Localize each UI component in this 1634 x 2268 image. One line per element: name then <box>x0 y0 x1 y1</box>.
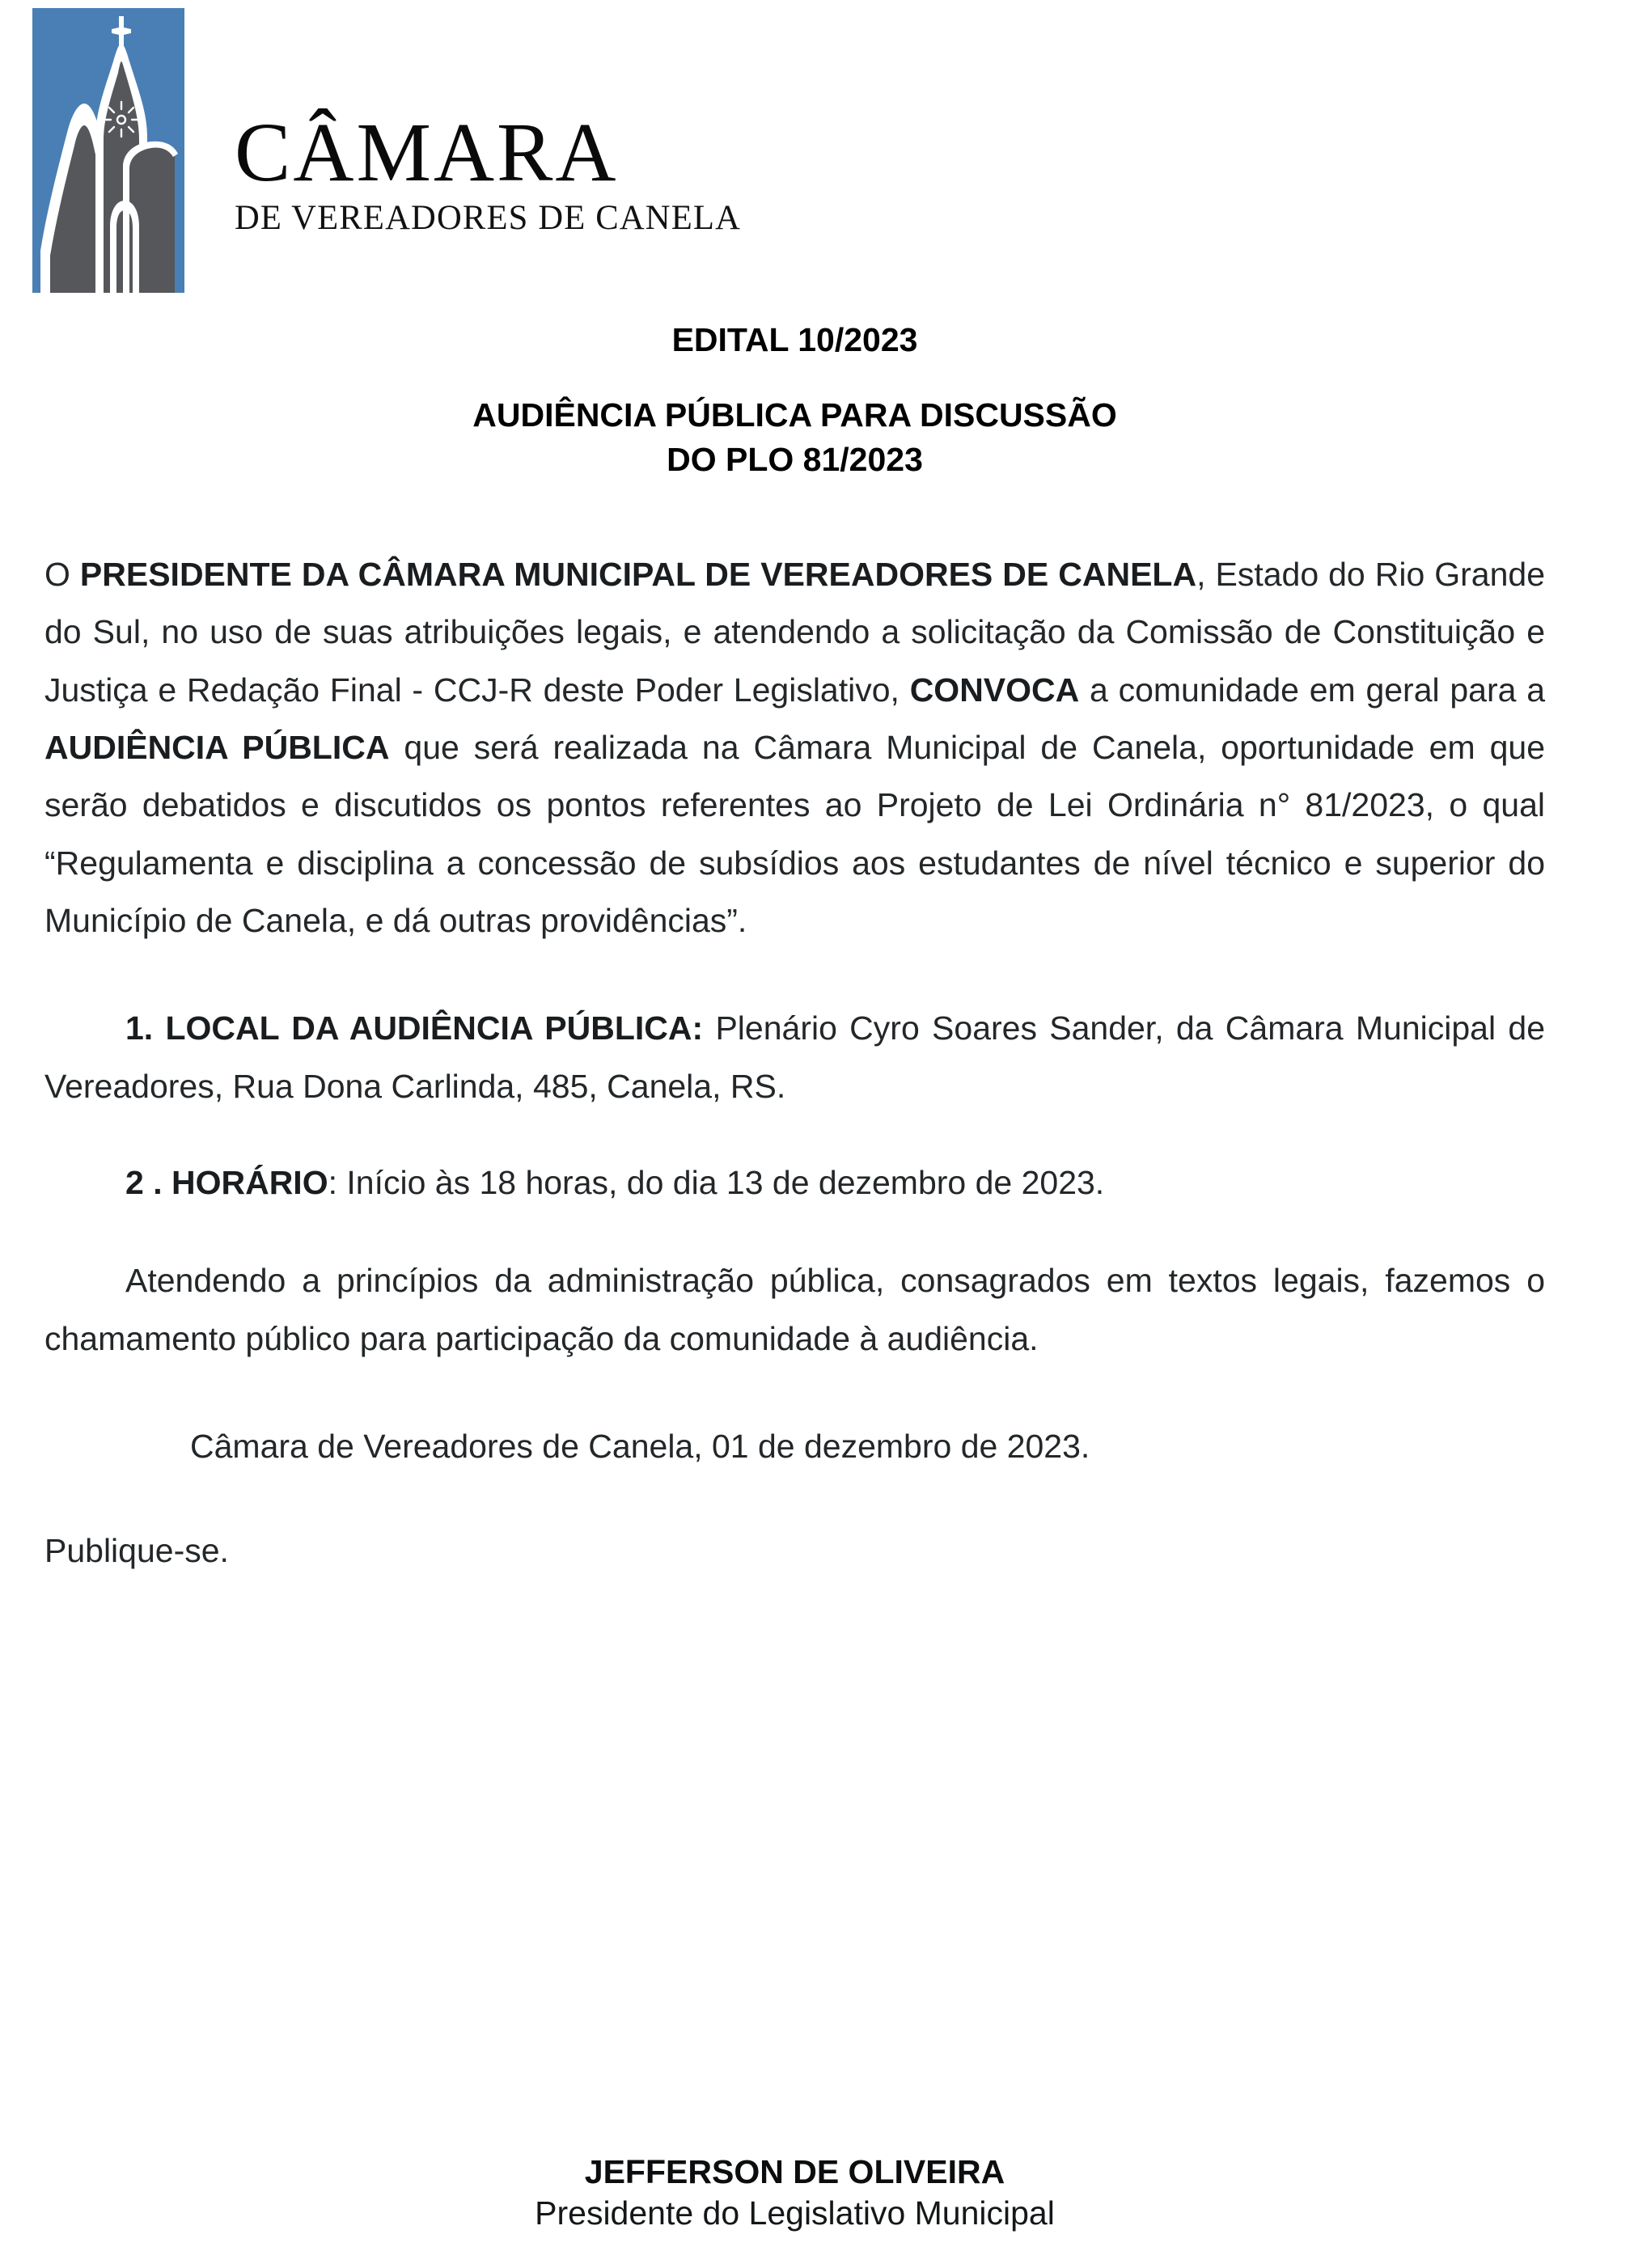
wordmark-de-vereadores-de-canela: DE VEREADORES DE CANELA <box>235 198 742 237</box>
opening-audiencia-publica-bold: AUDIÊNCIA PÚBLICA <box>44 728 390 766</box>
document-content <box>44 321 1546 1580</box>
paragraph-item-local <box>44 1000 1545 1115</box>
opening-part-3: que será realizada na Câmara Municipal de Canela, oportunidade em que serão debatidos e discutidos os pontos referentes ao Projeto de Lei Ordinária n° 81/2023, o qual “Regulamenta e disciplina a concessão de subsídios aos estudantes de nível técnico e superior do Município de Canela, e dá outras providências”. <box>44 728 1545 939</box>
opening-lead-plain: O <box>44 556 80 593</box>
document-title-block <box>44 321 1545 478</box>
paragraph-closing: Atendendo a princípios da administração pública, consagrados em textos legais, fazemos o chamamento público para participação da comunidade à audiência. <box>44 1262 1545 1357</box>
paragraph-opening <box>44 546 1545 950</box>
church-spire-logo-icon <box>32 8 184 293</box>
item-local-text: Plenário Cyro Soares Sander, da Câmara Municipal de Vereadores, Rua Dona Carlinda, 485, Canela, RS. <box>44 1009 1545 1105</box>
signatory-name: JEFFERSON DE OLIVEIRA <box>584 2153 1005 2190</box>
paragraph-publique-se: Publique-se. <box>44 1532 229 1570</box>
paragraph-city-date: Câmara de Vereadores de Canela, 01 de dezembro de 2023. <box>190 1427 1090 1465</box>
opening-part-1: , Estado do Rio Grande do Sul, no uso de suas atribuições legais, e atendendo a solicitação da Comissão de Constituição e Justiça e Redação Final - CCJ-R deste Poder Legislativo, <box>44 556 1545 709</box>
item-local-label: 1. LOCAL DA AUDIÊNCIA PÚBLICA: <box>125 1009 704 1047</box>
opening-part-2: a comunidade em geral para a <box>1079 671 1546 709</box>
title-edital-number: EDITAL 10/2023 <box>671 321 918 358</box>
wordmark-camara: CÂMARA <box>235 106 619 199</box>
item-horario-label: 2 . HORÁRIO <box>125 1163 328 1201</box>
paragraph-item-horario <box>44 1154 1545 1212</box>
title-subject-line-2: DO PLO 81/2023 <box>667 441 923 478</box>
item-horario-text: : Início às 18 horas, do dia 13 de dezembro de 2023. <box>328 1163 1105 1201</box>
title-subject-line-1: AUDIÊNCIA PÚBLICA PARA DISCUSSÃO <box>472 396 1117 434</box>
letterhead <box>32 8 742 295</box>
signature-block <box>44 2152 1545 2235</box>
signatory-role: Presidente do Legislativo Municipal <box>535 2194 1055 2232</box>
opening-convoca-bold: CONVOCA <box>909 671 1080 709</box>
opening-president-bold: PRESIDENTE DA CÂMARA MUNICIPAL DE VEREADORES DE CANELA <box>79 556 1197 593</box>
logo-wordmark <box>235 106 742 237</box>
